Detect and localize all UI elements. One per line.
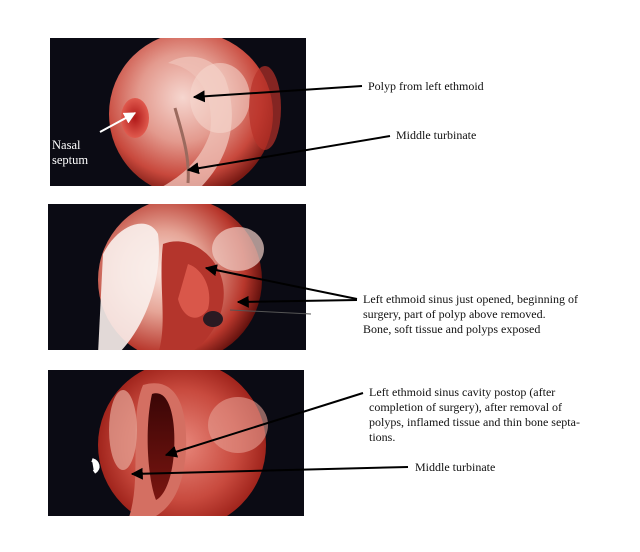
nasal-septum-label-line-2: septum xyxy=(52,153,89,167)
annotation-ethmoid-opened-line-2: surgery, part of polyp above removed. xyxy=(363,307,546,321)
annotation-polyp-line: Polyp from left ethmoid xyxy=(368,79,484,93)
annotation-ethmoid-postop xyxy=(369,385,580,445)
annotation-ethmoid-opened-line-1: Left ethmoid sinus just opened, beginning of xyxy=(363,292,578,306)
annotation-middle-turbinate-1-line: Middle turbinate xyxy=(396,128,477,142)
annotation-middle-turbinate-2 xyxy=(415,460,495,475)
nasal-septum-label-line-1: Nasal xyxy=(52,138,81,152)
annotation-middle-turbinate-1 xyxy=(396,128,476,143)
annotation-ethmoid-opened xyxy=(363,292,578,337)
annotation-ethmoid-postop-line-4: tions. xyxy=(369,430,396,444)
annotation-ethmoid-postop-line-3: polyps, inflamed tissue and thin bone septa- xyxy=(369,415,580,429)
annotation-polyp xyxy=(368,79,484,94)
annotation-ethmoid-opened-line-3: Bone, soft tissue and polyps exposed xyxy=(363,322,541,336)
endoscopic-image-1 xyxy=(50,38,306,186)
annotation-middle-turbinate-2-line: Middle turbinate xyxy=(415,460,496,474)
endoscopic-image-2 xyxy=(48,204,306,350)
nasal-septum-label xyxy=(52,138,88,168)
annotation-ethmoid-postop-line-2: completion of surgery), after removal of xyxy=(369,400,563,414)
annotation-ethmoid-postop-line-1: Left ethmoid sinus cavity postop (after xyxy=(369,385,556,399)
endoscopic-image-3 xyxy=(48,370,304,516)
